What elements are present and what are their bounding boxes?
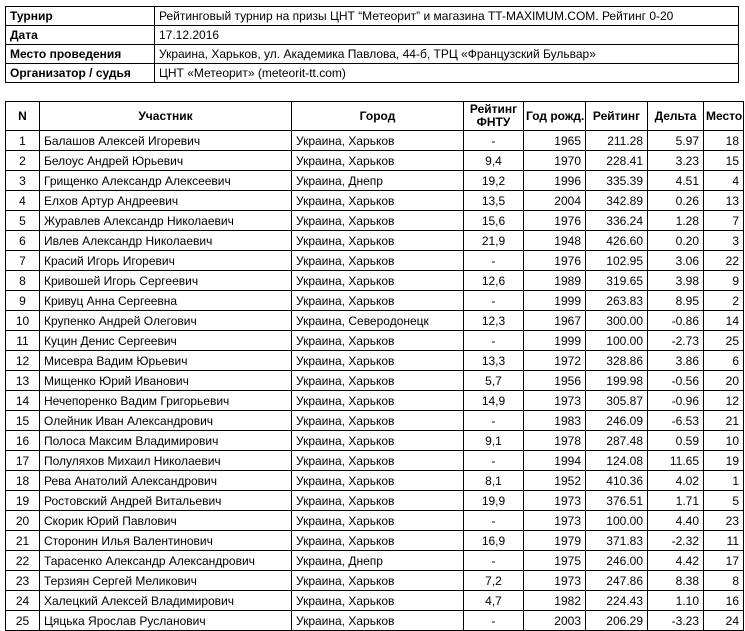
- cell-participant: Терзиян Сергей Меликович: [40, 571, 292, 591]
- cell-fntu-rating: 13,3: [464, 351, 524, 371]
- info-value: Рейтинговый турнир на призы ЦНТ “Метеорит” и магазина TT-MAXIMUM.COM. Рейтинг 0-20: [155, 7, 739, 26]
- cell-fntu-rating: -: [464, 511, 524, 531]
- cell-number: 3: [6, 171, 40, 191]
- cell-number: 6: [6, 231, 40, 251]
- tournament-info-table: [5, 6, 739, 83]
- cell-participant: Грищенко Александр Алексеевич: [40, 171, 292, 191]
- cell-delta: 0.26: [648, 191, 704, 211]
- cell-number: 22: [6, 551, 40, 571]
- cell-place: 12: [704, 391, 744, 411]
- cell-fntu-rating: 16,9: [464, 531, 524, 551]
- cell-place: 8: [704, 571, 744, 591]
- table-row: [6, 191, 744, 211]
- cell-place: 22: [704, 251, 744, 271]
- cell-city: Украина, Харьков: [292, 371, 464, 391]
- cell-city: Украина, Харьков: [292, 391, 464, 411]
- cell-birth-year: 1973: [524, 571, 586, 591]
- cell-fntu-rating: -: [464, 411, 524, 431]
- cell-participant: Полоса Максим Владимирович: [40, 431, 292, 451]
- table-row: [6, 431, 744, 451]
- cell-city: Украина, Днепр: [292, 551, 464, 571]
- cell-rating: 228.41: [586, 151, 648, 171]
- cell-birth-year: 1967: [524, 311, 586, 331]
- cell-delta: -2.32: [648, 531, 704, 551]
- cell-fntu-rating: 4,7: [464, 591, 524, 611]
- cell-birth-year: 1979: [524, 531, 586, 551]
- cell-city: Украина, Днепр: [292, 171, 464, 191]
- table-row: [6, 451, 744, 471]
- cell-delta: -0.86: [648, 311, 704, 331]
- cell-participant: Кривуц Анна Сергеевна: [40, 291, 292, 311]
- cell-city: Украина, Харьков: [292, 191, 464, 211]
- cell-participant: Красий Игорь Игоревич: [40, 251, 292, 271]
- cell-number: 5: [6, 211, 40, 231]
- cell-number: 11: [6, 331, 40, 351]
- cell-place: 2: [704, 291, 744, 311]
- cell-fntu-rating: 12,6: [464, 271, 524, 291]
- header-delta: Дельта: [648, 102, 704, 131]
- cell-number: 2: [6, 151, 40, 171]
- cell-fntu-rating: 9,4: [464, 151, 524, 171]
- cell-delta: -0.96: [648, 391, 704, 411]
- cell-city: Украина, Харьков: [292, 291, 464, 311]
- cell-birth-year: 1989: [524, 271, 586, 291]
- cell-delta: 4.40: [648, 511, 704, 531]
- cell-place: 18: [704, 131, 744, 151]
- info-label: Турнир: [6, 7, 155, 26]
- cell-place: 11: [704, 531, 744, 551]
- cell-participant: Нечепоренко Вадим Григорьевич: [40, 391, 292, 411]
- cell-delta: 8.38: [648, 571, 704, 591]
- cell-delta: 8.95: [648, 291, 704, 311]
- header-participant: Участник: [40, 102, 292, 131]
- info-label: Место проведения: [6, 45, 155, 64]
- cell-number: 24: [6, 591, 40, 611]
- cell-participant: Халецкий Алексей Владимирович: [40, 591, 292, 611]
- info-value: 17.12.2016: [155, 26, 739, 45]
- cell-fntu-rating: 21,9: [464, 231, 524, 251]
- cell-participant: Белоус Андрей Юрьевич: [40, 151, 292, 171]
- table-row: [6, 611, 744, 631]
- cell-city: Украина, Харьков: [292, 591, 464, 611]
- cell-number: 18: [6, 471, 40, 491]
- cell-fntu-rating: 7,2: [464, 571, 524, 591]
- cell-rating: 100.00: [586, 511, 648, 531]
- cell-number: 9: [6, 291, 40, 311]
- table-row: [6, 471, 744, 491]
- cell-place: 20: [704, 371, 744, 391]
- table-row: [6, 251, 744, 271]
- cell-number: 16: [6, 431, 40, 451]
- info-row-date: [6, 26, 739, 45]
- cell-place: 15: [704, 151, 744, 171]
- cell-birth-year: 1970: [524, 151, 586, 171]
- cell-rating: 319.65: [586, 271, 648, 291]
- cell-fntu-rating: 13,5: [464, 191, 524, 211]
- cell-number: 15: [6, 411, 40, 431]
- cell-participant: Мисевра Вадим Юрьевич: [40, 351, 292, 371]
- cell-number: 14: [6, 391, 40, 411]
- cell-birth-year: 1994: [524, 451, 586, 471]
- cell-delta: 0.59: [648, 431, 704, 451]
- table-row: [6, 511, 744, 531]
- cell-fntu-rating: 15,6: [464, 211, 524, 231]
- cell-delta: 3.86: [648, 351, 704, 371]
- cell-rating: 246.00: [586, 551, 648, 571]
- cell-fntu-rating: 8,1: [464, 471, 524, 491]
- cell-fntu-rating: 9,1: [464, 431, 524, 451]
- cell-rating: 287.48: [586, 431, 648, 451]
- table-row: [6, 271, 744, 291]
- cell-rating: 102.95: [586, 251, 648, 271]
- cell-birth-year: 1999: [524, 331, 586, 351]
- cell-rating: 211.28: [586, 131, 648, 151]
- cell-delta: 4.51: [648, 171, 704, 191]
- cell-place: 3: [704, 231, 744, 251]
- table-row: [6, 551, 744, 571]
- info-label: Организатор / судья: [6, 64, 155, 83]
- cell-birth-year: 1956: [524, 371, 586, 391]
- cell-number: 12: [6, 351, 40, 371]
- cell-place: 23: [704, 511, 744, 531]
- table-row: [6, 571, 744, 591]
- cell-participant: Сторонин Илья Валентинович: [40, 531, 292, 551]
- cell-rating: 300.00: [586, 311, 648, 331]
- cell-delta: 3.98: [648, 271, 704, 291]
- info-value: ЦНТ «Метеорит» (meteorit-tt.com): [155, 64, 739, 83]
- cell-number: 13: [6, 371, 40, 391]
- cell-birth-year: 1996: [524, 171, 586, 191]
- cell-birth-year: 1952: [524, 471, 586, 491]
- cell-place: 10: [704, 431, 744, 451]
- table-row: [6, 491, 744, 511]
- cell-participant: Ростовский Андрей Витальевич: [40, 491, 292, 511]
- cell-place: 9: [704, 271, 744, 291]
- cell-birth-year: 1978: [524, 431, 586, 451]
- table-row: [6, 151, 744, 171]
- cell-rating: 263.83: [586, 291, 648, 311]
- table-row: [6, 311, 744, 331]
- results-header-row: [6, 102, 744, 131]
- cell-city: Украина, Харьков: [292, 251, 464, 271]
- cell-rating: 100.00: [586, 331, 648, 351]
- cell-number: 19: [6, 491, 40, 511]
- table-row: [6, 331, 744, 351]
- cell-participant: Скорик Юрий Павлович: [40, 511, 292, 531]
- cell-birth-year: 2003: [524, 611, 586, 631]
- cell-city: Украина, Северодонецк: [292, 311, 464, 331]
- cell-rating: 246.09: [586, 411, 648, 431]
- cell-rating: 247.86: [586, 571, 648, 591]
- cell-delta: 11.65: [648, 451, 704, 471]
- table-row: [6, 291, 744, 311]
- cell-city: Украина, Харьков: [292, 331, 464, 351]
- cell-participant: Мищенко Юрий Иванович: [40, 371, 292, 391]
- cell-birth-year: 1983: [524, 411, 586, 431]
- cell-fntu-rating: -: [464, 551, 524, 571]
- header-birth-year: Год рожд.: [524, 102, 586, 131]
- cell-participant: Крупенко Андрей Олегович: [40, 311, 292, 331]
- cell-number: 21: [6, 531, 40, 551]
- cell-delta: -3.23: [648, 611, 704, 631]
- cell-delta: 0.20: [648, 231, 704, 251]
- cell-city: Украина, Харьков: [292, 131, 464, 151]
- cell-fntu-rating: -: [464, 291, 524, 311]
- cell-fntu-rating: 5,7: [464, 371, 524, 391]
- table-row: [6, 371, 744, 391]
- table-row: [6, 171, 744, 191]
- cell-number: 20: [6, 511, 40, 531]
- cell-participant: Тарасенко Александр Александрович: [40, 551, 292, 571]
- info-row-tournament: [6, 7, 739, 26]
- cell-birth-year: 1999: [524, 291, 586, 311]
- table-row: [6, 591, 744, 611]
- table-row: [6, 231, 744, 251]
- cell-place: 4: [704, 171, 744, 191]
- table-row: [6, 391, 744, 411]
- cell-delta: 4.02: [648, 471, 704, 491]
- cell-city: Украина, Харьков: [292, 211, 464, 231]
- header-city: Город: [292, 102, 464, 131]
- cell-participant: Ивлев Александр Николаевич: [40, 231, 292, 251]
- cell-fntu-rating: -: [464, 331, 524, 351]
- header-fntu-line2: ФНТУ: [476, 115, 511, 129]
- cell-delta: 4.42: [648, 551, 704, 571]
- cell-birth-year: 1972: [524, 351, 586, 371]
- cell-birth-year: 1973: [524, 511, 586, 531]
- cell-participant: Цяцька Ярослав Русланович: [40, 611, 292, 631]
- results-table: [5, 101, 744, 631]
- cell-city: Украина, Харьков: [292, 431, 464, 451]
- header-fntu-line1: Рейтинг: [469, 102, 518, 116]
- cell-city: Украина, Харьков: [292, 471, 464, 491]
- cell-place: 1: [704, 471, 744, 491]
- cell-birth-year: 1976: [524, 211, 586, 231]
- cell-delta: -2.73: [648, 331, 704, 351]
- cell-fntu-rating: -: [464, 611, 524, 631]
- cell-fntu-rating: -: [464, 251, 524, 271]
- cell-delta: 5.97: [648, 131, 704, 151]
- cell-birth-year: 1973: [524, 391, 586, 411]
- cell-delta: 3.23: [648, 151, 704, 171]
- cell-participant: Журавлев Александр Николаевич: [40, 211, 292, 231]
- info-value: Украина, Харьков, ул. Академика Павлова, 44-б, ТРЦ «Французский Бульвар»: [155, 45, 739, 64]
- cell-rating: 342.89: [586, 191, 648, 211]
- cell-place: 25: [704, 331, 744, 351]
- cell-city: Украина, Харьков: [292, 491, 464, 511]
- cell-place: 14: [704, 311, 744, 331]
- cell-city: Украина, Харьков: [292, 571, 464, 591]
- cell-birth-year: 1976: [524, 251, 586, 271]
- header-rating: Рейтинг: [586, 102, 648, 131]
- cell-rating: 199.98: [586, 371, 648, 391]
- cell-number: 17: [6, 451, 40, 471]
- cell-city: Украина, Харьков: [292, 231, 464, 251]
- cell-fntu-rating: 19,9: [464, 491, 524, 511]
- cell-number: 10: [6, 311, 40, 331]
- cell-number: 1: [6, 131, 40, 151]
- cell-rating: 376.51: [586, 491, 648, 511]
- cell-delta: 3.06: [648, 251, 704, 271]
- cell-rating: 426.60: [586, 231, 648, 251]
- table-row: [6, 411, 744, 431]
- cell-delta: -6.53: [648, 411, 704, 431]
- cell-city: Украина, Харьков: [292, 351, 464, 371]
- cell-participant: Олейник Иван Александрович: [40, 411, 292, 431]
- cell-place: 21: [704, 411, 744, 431]
- cell-city: Украина, Харьков: [292, 611, 464, 631]
- cell-birth-year: 1948: [524, 231, 586, 251]
- cell-birth-year: 1973: [524, 491, 586, 511]
- cell-rating: 328.86: [586, 351, 648, 371]
- cell-number: 4: [6, 191, 40, 211]
- table-row: [6, 131, 744, 151]
- cell-rating: 224.43: [586, 591, 648, 611]
- table-row: [6, 211, 744, 231]
- cell-fntu-rating: 19,2: [464, 171, 524, 191]
- cell-participant: Балашов Алексей Игоревич: [40, 131, 292, 151]
- cell-place: 24: [704, 611, 744, 631]
- cell-number: 7: [6, 251, 40, 271]
- table-row: [6, 351, 744, 371]
- cell-rating: 305.87: [586, 391, 648, 411]
- cell-delta: 1.10: [648, 591, 704, 611]
- cell-place: 13: [704, 191, 744, 211]
- cell-place: 16: [704, 591, 744, 611]
- cell-delta: -0.56: [648, 371, 704, 391]
- cell-rating: 371.83: [586, 531, 648, 551]
- cell-place: 7: [704, 211, 744, 231]
- cell-participant: Куцин Денис Сергеевич: [40, 331, 292, 351]
- cell-city: Украина, Харьков: [292, 451, 464, 471]
- cell-place: 5: [704, 491, 744, 511]
- cell-fntu-rating: -: [464, 131, 524, 151]
- cell-birth-year: 1975: [524, 551, 586, 571]
- cell-rating: 410.36: [586, 471, 648, 491]
- cell-city: Украина, Харьков: [292, 271, 464, 291]
- header-place: Место: [704, 102, 744, 131]
- cell-fntu-rating: -: [464, 451, 524, 471]
- cell-participant: Елхов Артур Андреевич: [40, 191, 292, 211]
- info-row-organizer: [6, 64, 739, 83]
- info-label: Дата: [6, 26, 155, 45]
- table-row: [6, 531, 744, 551]
- cell-place: 19: [704, 451, 744, 471]
- cell-participant: Кривошей Игорь Сергеевич: [40, 271, 292, 291]
- cell-number: 23: [6, 571, 40, 591]
- cell-rating: 206.29: [586, 611, 648, 631]
- cell-city: Украина, Харьков: [292, 531, 464, 551]
- cell-participant: Полуляхов Михаил Николаевич: [40, 451, 292, 471]
- cell-participant: Рева Анатолий Александрович: [40, 471, 292, 491]
- cell-place: 6: [704, 351, 744, 371]
- header-number: N: [6, 102, 40, 131]
- cell-fntu-rating: 14,9: [464, 391, 524, 411]
- cell-fntu-rating: 12,3: [464, 311, 524, 331]
- cell-city: Украина, Харьков: [292, 151, 464, 171]
- cell-birth-year: 2004: [524, 191, 586, 211]
- cell-rating: 336.24: [586, 211, 648, 231]
- cell-birth-year: 1965: [524, 131, 586, 151]
- info-row-venue: [6, 45, 739, 64]
- cell-birth-year: 1982: [524, 591, 586, 611]
- results-body: [6, 131, 744, 631]
- cell-delta: 1.71: [648, 491, 704, 511]
- cell-rating: 124.08: [586, 451, 648, 471]
- cell-number: 8: [6, 271, 40, 291]
- cell-delta: 1.28: [648, 211, 704, 231]
- header-fntu-rating: [464, 102, 524, 131]
- cell-rating: 335.39: [586, 171, 648, 191]
- cell-number: 25: [6, 611, 40, 631]
- cell-city: Украина, Харьков: [292, 511, 464, 531]
- cell-place: 17: [704, 551, 744, 571]
- cell-city: Украина, Харьков: [292, 411, 464, 431]
